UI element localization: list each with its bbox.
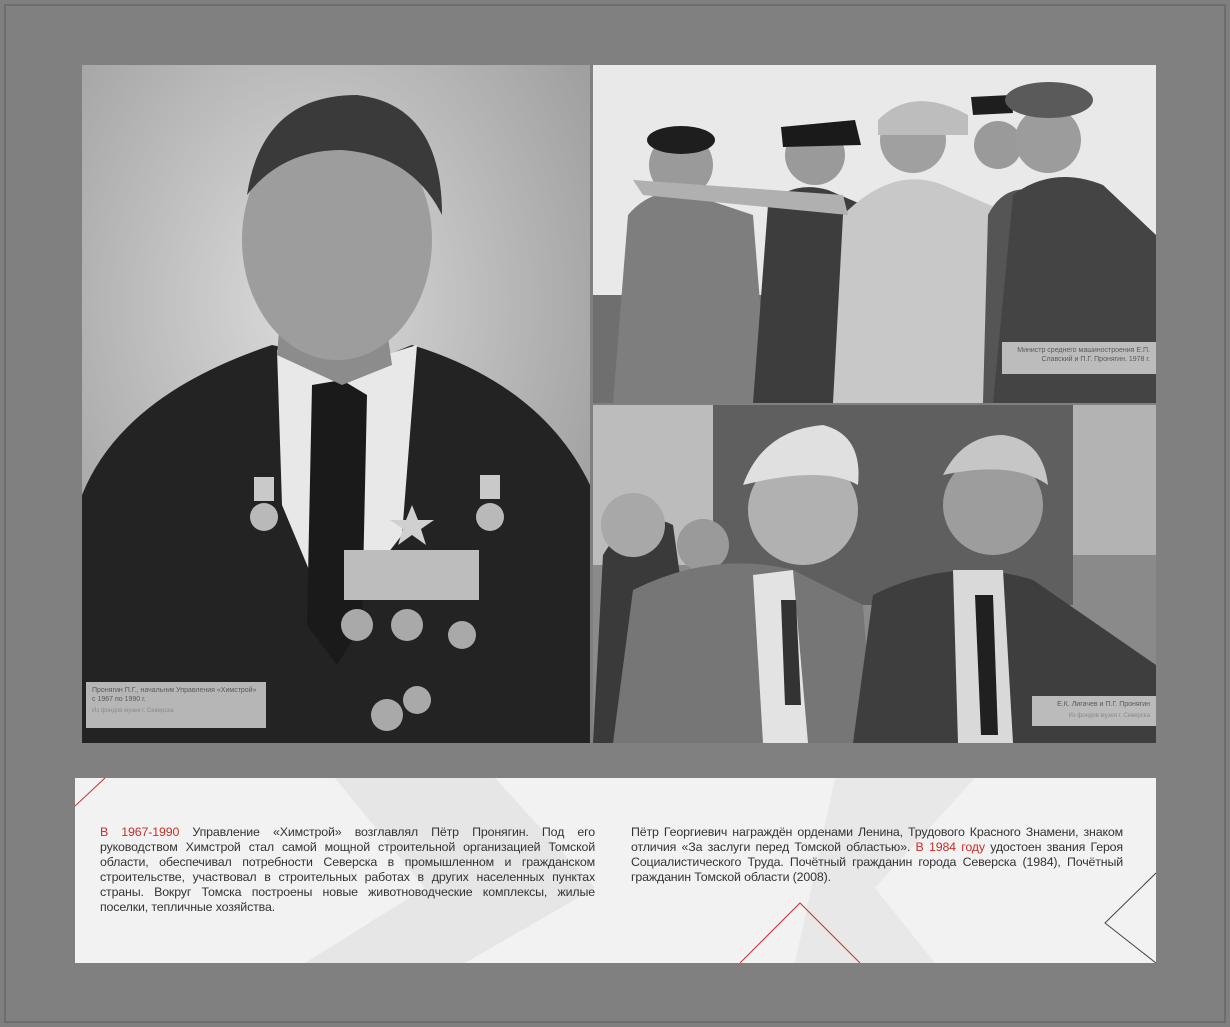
text-column-right-part2: удостоен звания Героя Социалистического Труда. Почётный гражданин города Северска (1984), Почётный гражданин Томской области (2008). — [631, 840, 1123, 884]
portrait-photo — [82, 65, 590, 743]
portrait-caption-text: Пронягин П.Г., начальник Управления «Химстрой» с 1967 по 1990 г. — [92, 687, 257, 703]
text-panel — [75, 778, 1156, 963]
portrait-caption-source: Из фондов музея г. Северска — [92, 708, 174, 714]
highlight-year-1984: В 1984 году — [915, 840, 985, 854]
highlight-years: В 1967-1990 — [100, 825, 180, 839]
meeting-caption-source: Из фондов музея г. Северска — [1068, 713, 1150, 719]
meeting-caption-text: Е.К. Лигачев и П.Г. Пронягин — [1057, 701, 1150, 708]
inspection-caption — [1002, 342, 1156, 374]
text-column-left-body: Управление «Химстрой» возглавлял Пётр Пронягин. Под его руководством Химстрой стал самой мощной строительной организацией Томской области, обеспечивал потребности Северска в промышленном и гражданском строительстве, участвовал в строительных работах в других населенных пунктах страны. Вокруг Томска построены новые животноводческие комплексы, жилые поселки, тепличные хозяйства. — [100, 825, 595, 914]
text-column-right — [631, 825, 1123, 885]
inspection-caption-text: Министр среднего машиностроения Е.П. Славский и П.Г. Пронягин. 1978 г. — [1017, 347, 1150, 363]
text-column-right-part1: Пётр Георгиевич награждён орденами Ленина, Трудового Красного Знамени, знаком отличия «За заслуги перед Томской областью». — [631, 825, 1123, 854]
meeting-caption — [1032, 696, 1156, 726]
portrait-caption — [86, 682, 266, 728]
meeting-photo — [593, 405, 1156, 743]
text-column-left — [100, 825, 595, 915]
